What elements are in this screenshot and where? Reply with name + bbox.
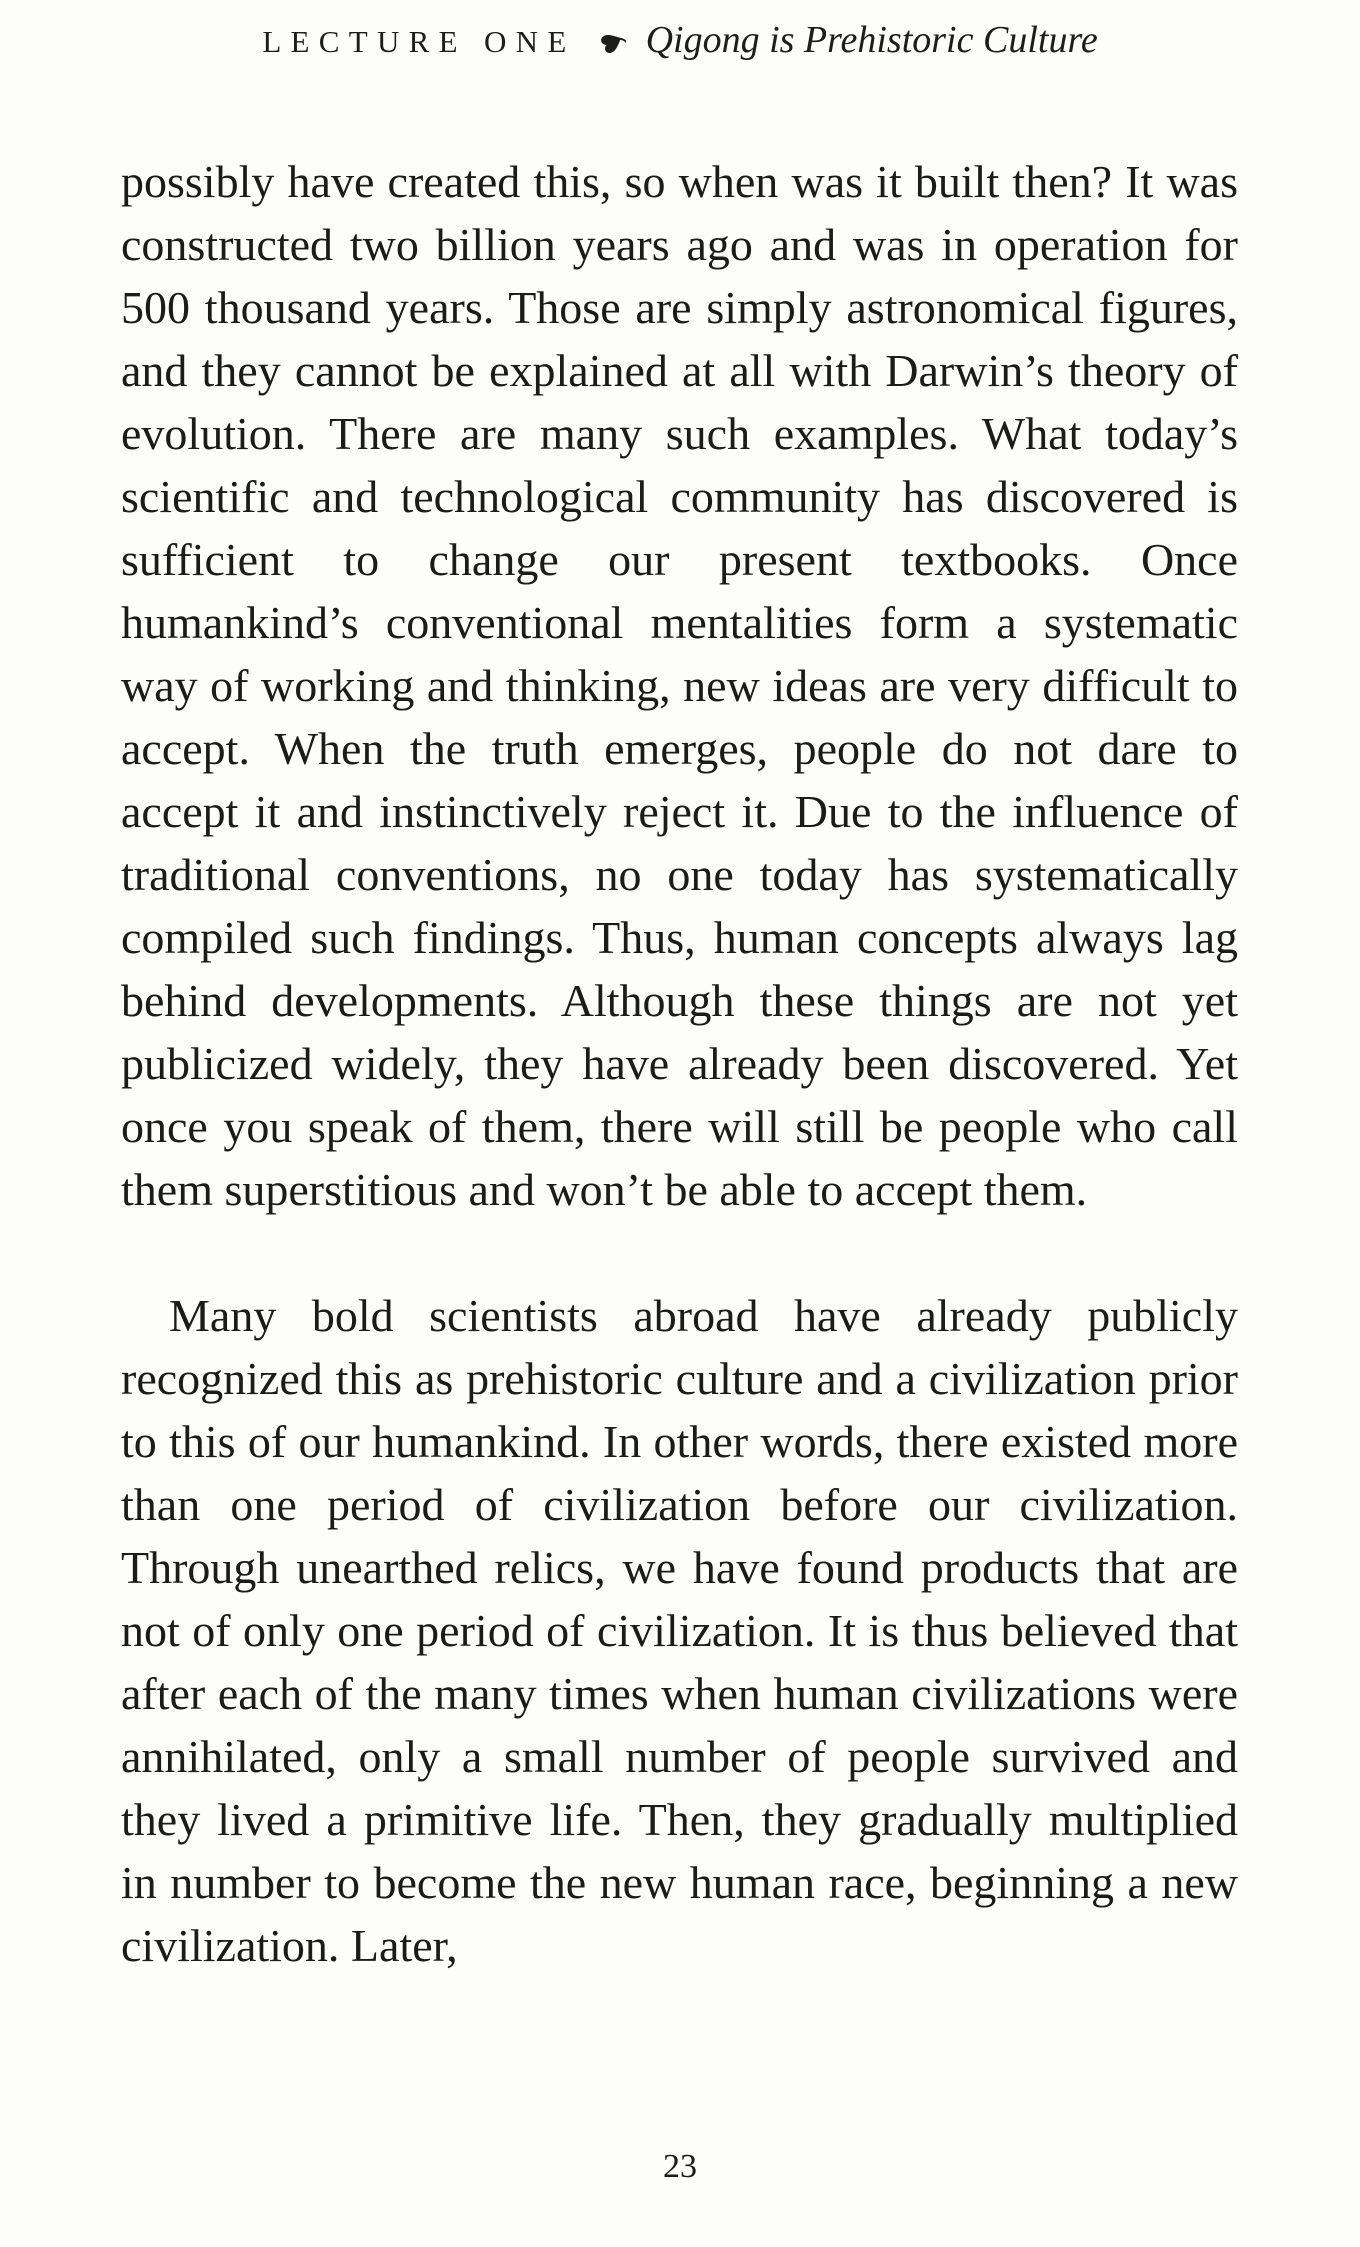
body-text	[121, 150, 1238, 1977]
lecture-label: LECTURE ONE	[262, 24, 576, 59]
paragraph-new: Many bold scientists abroad have already publicly recognized this as prehistoric culture and a civilization prior to this of our humankind. In other words, there existed more than one period of civilization before our civilization. Through unearthed relics, we have found products that are not of only one period of civilization. It is thus believed that after each of the many times when human civilizations were annihilated, only a small number of people survived and they lived a primitive life. Then, they gradually multiplied in number to become the new human race, beginning a new civilization. Later,	[121, 1290, 1238, 1971]
paragraph-continued: possibly have created this, so when was it built then? It was constructed two billion years ago and was in operation for 500 thousand years. Those are simply astronomical figures, and they cannot be explained at all with Darwin’s theory of evolution. There are many such examples. What today’s scientific and technological community has discovered is sufficient to change our present textbooks. Once humankind’s conventional mentalities form a systematic way of working and thinking, new ideas are very difficult to accept. When the truth emerges, people do not dare to accept it and instinctively reject it. Due to the influence of traditional conventions, no one today has systematically compiled such findings. Thus, human concepts always lag behind developments. Although these things are not yet publicized widely, they have already been discovered. Yet once you speak of them, there will still be people who call them superstitious and won’t be able to accept them.	[121, 156, 1238, 1215]
hedera-fleuron-icon	[596, 27, 626, 61]
running-head	[0, 18, 1360, 62]
chapter-title: Qigong is Prehistoric Culture	[645, 19, 1098, 61]
page-number: 23	[663, 2148, 697, 2185]
